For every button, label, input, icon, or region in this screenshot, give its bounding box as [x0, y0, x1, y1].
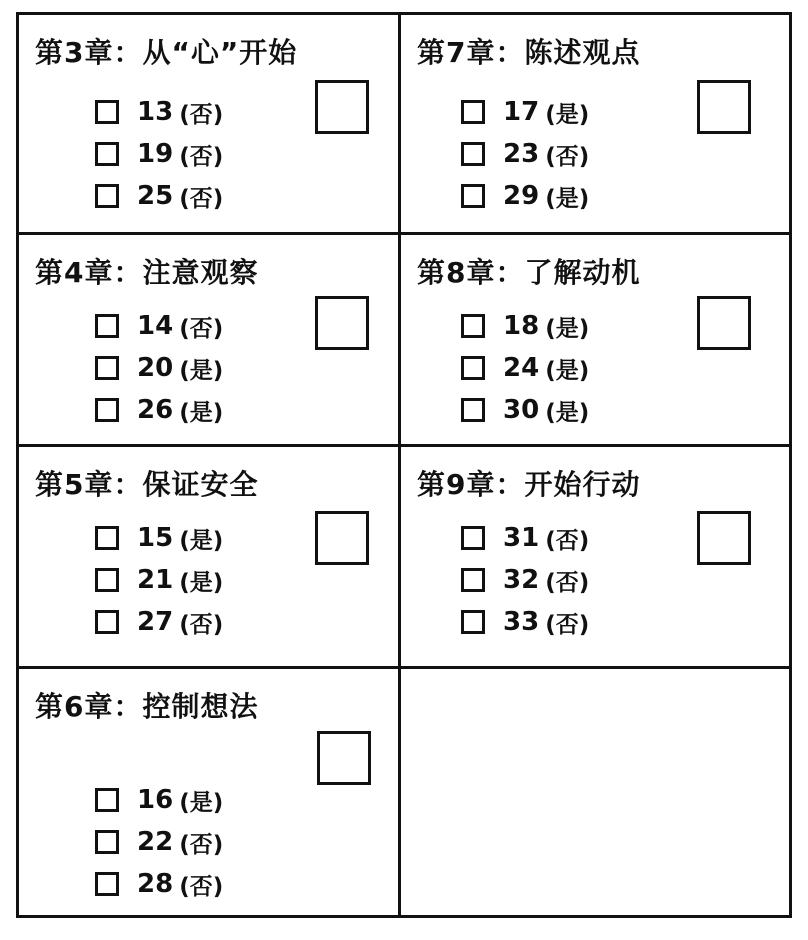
- expected-answer: (否): [179, 611, 224, 638]
- chapter-title: 第5章：保证安全: [35, 468, 259, 501]
- expected-answer: (否): [545, 569, 590, 596]
- chapter-title: 第9章：开始行动: [417, 468, 641, 501]
- question-item: [95, 517, 223, 559]
- chapter-5-section: [19, 447, 398, 666]
- question-item: [461, 559, 589, 601]
- chapter-7-section: [401, 15, 789, 232]
- question-number: 26: [137, 395, 174, 425]
- score-box[interactable]: [315, 511, 369, 565]
- expected-answer: (否): [179, 143, 224, 170]
- question-item: [95, 601, 223, 643]
- chapter-title: 第7章：陈述观点: [417, 36, 641, 69]
- expected-answer: (否): [545, 143, 590, 170]
- question-number: 13: [137, 97, 174, 127]
- chapter-title: 第6章：控制想法: [35, 690, 259, 723]
- question-item: [461, 305, 589, 347]
- score-box[interactable]: [315, 296, 369, 350]
- score-box[interactable]: [317, 731, 371, 785]
- question-checkbox[interactable]: [95, 610, 119, 634]
- question-item: [461, 601, 589, 643]
- question-checkbox[interactable]: [95, 184, 119, 208]
- score-box[interactable]: [315, 80, 369, 134]
- question-item: [95, 863, 223, 905]
- question-checkbox[interactable]: [461, 142, 485, 166]
- question-checkbox[interactable]: [95, 142, 119, 166]
- question-list: [95, 779, 223, 905]
- question-checkbox[interactable]: [461, 184, 485, 208]
- question-item: [95, 133, 223, 175]
- question-number: 23: [503, 139, 540, 169]
- chapter-6-section: [19, 669, 398, 915]
- expected-answer: (是): [545, 357, 590, 384]
- score-box[interactable]: [697, 80, 751, 134]
- question-list: [95, 517, 223, 643]
- question-checkbox[interactable]: [461, 314, 485, 338]
- question-number: 29: [503, 181, 540, 211]
- question-number: 28: [137, 869, 174, 899]
- question-number: 32: [503, 565, 540, 595]
- question-number: 14: [137, 311, 174, 341]
- expected-answer: (否): [179, 101, 224, 128]
- question-item: [461, 133, 589, 175]
- expected-answer: (是): [545, 315, 590, 342]
- chapter-3-section: [19, 15, 398, 232]
- question-item: [461, 517, 589, 559]
- expected-answer: (否): [545, 611, 590, 638]
- question-item: [95, 389, 223, 431]
- question-item: [95, 821, 223, 863]
- expected-answer: (是): [179, 789, 224, 816]
- question-number: 15: [137, 523, 174, 553]
- question-number: 25: [137, 181, 174, 211]
- score-box[interactable]: [697, 296, 751, 350]
- expected-answer: (否): [545, 527, 590, 554]
- question-list: [461, 91, 589, 217]
- question-list: [95, 91, 223, 217]
- expected-answer: (是): [179, 527, 224, 554]
- question-checkbox[interactable]: [461, 526, 485, 550]
- question-list: [461, 517, 589, 643]
- question-checkbox[interactable]: [95, 872, 119, 896]
- expected-answer: (否): [179, 873, 224, 900]
- expected-answer: (是): [545, 185, 590, 212]
- expected-answer: (是): [179, 569, 224, 596]
- question-item: [95, 347, 223, 389]
- question-list: [95, 305, 223, 431]
- question-number: 18: [503, 311, 540, 341]
- question-number: 31: [503, 523, 540, 553]
- question-number: 17: [503, 97, 540, 127]
- question-checkbox[interactable]: [461, 398, 485, 422]
- question-item: [461, 91, 589, 133]
- question-checkbox[interactable]: [95, 568, 119, 592]
- question-checkbox[interactable]: [461, 610, 485, 634]
- question-checkbox[interactable]: [461, 568, 485, 592]
- question-checkbox[interactable]: [95, 314, 119, 338]
- question-checkbox[interactable]: [95, 398, 119, 422]
- question-item: [461, 389, 589, 431]
- score-box[interactable]: [697, 511, 751, 565]
- question-item: [95, 779, 223, 821]
- question-number: 16: [137, 785, 174, 815]
- chapter-title: 第8章：了解动机: [417, 256, 641, 289]
- question-number: 33: [503, 607, 540, 637]
- question-item: [461, 347, 589, 389]
- question-item: [95, 175, 223, 217]
- chapter-4-section: [19, 235, 398, 444]
- question-number: 22: [137, 827, 174, 857]
- chapter-title: 第4章：注意观察: [35, 256, 259, 289]
- question-item: [95, 559, 223, 601]
- chapter-checklist-grid: [16, 12, 792, 918]
- question-number: 27: [137, 607, 174, 637]
- question-number: 30: [503, 395, 540, 425]
- chapter-8-section: [401, 235, 789, 444]
- question-checkbox[interactable]: [95, 100, 119, 124]
- question-item: [461, 175, 589, 217]
- expected-answer: (是): [179, 357, 224, 384]
- chapter-9-section: [401, 447, 789, 666]
- expected-answer: (否): [179, 185, 224, 212]
- question-number: 20: [137, 353, 174, 383]
- expected-answer: (是): [545, 399, 590, 426]
- expected-answer: (是): [545, 101, 590, 128]
- question-checkbox[interactable]: [95, 526, 119, 550]
- question-checkbox[interactable]: [95, 830, 119, 854]
- question-checkbox[interactable]: [461, 356, 485, 380]
- question-list: [461, 305, 589, 431]
- question-item: [95, 91, 223, 133]
- question-checkbox[interactable]: [95, 788, 119, 812]
- question-number: 24: [503, 353, 540, 383]
- question-item: [95, 305, 223, 347]
- question-number: 21: [137, 565, 174, 595]
- expected-answer: (否): [179, 831, 224, 858]
- expected-answer: (是): [179, 399, 224, 426]
- chapter-title: 第3章：从“心”开始: [35, 36, 298, 69]
- question-checkbox[interactable]: [461, 100, 485, 124]
- question-checkbox[interactable]: [95, 356, 119, 380]
- empty-cell: [401, 669, 789, 915]
- question-number: 19: [137, 139, 174, 169]
- expected-answer: (否): [179, 315, 224, 342]
